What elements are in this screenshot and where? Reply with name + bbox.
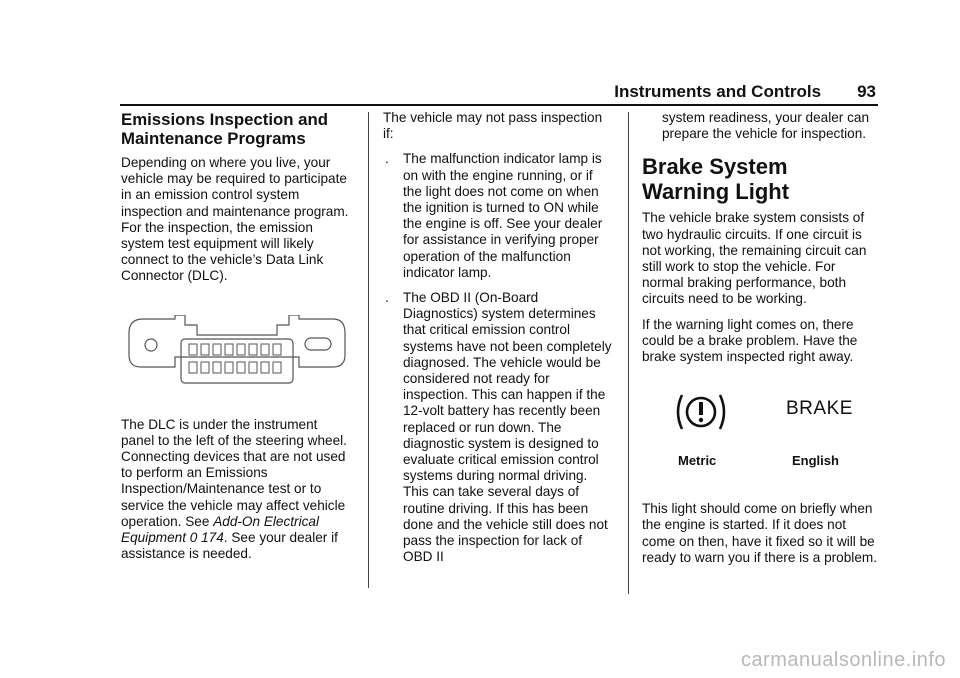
bullet-item [383,151,615,281]
emissions-heading: Emissions Inspection and Maintenance Programs [121,110,329,148]
column-3 [642,110,878,575]
bullet-dot: . [385,290,389,306]
dlc-text: The DLC is under the instrument panel to the left of the steering wheel. Connecting devices that are not used to perform an Emissions Inspection/Maintenance test or to service the vehicle may affect vehicle operation. See [121,416,347,529]
bullet-text: The malfunction indicator lamp is on with the engine running, or if the light does not come on when the ignition is turned to ON while the engine is off. See your dealer for assistance in verifying proper operation of the malfunction indicator lamp. [403,151,603,280]
brake-heading: Brake System Warning Light [642,154,790,205]
add-on-electrical-link[interactable]: Add-On Electrical Equipment [121,513,319,546]
bullet-continuation: system readiness, your dealer can prepare the vehicle for inspection. [662,110,870,142]
brake-warning-symbol-icon [672,387,730,437]
inspection-intro: The vehicle may not pass inspection if: [383,110,603,142]
page-number: 93 [857,82,876,101]
column-2 [383,110,615,574]
watermark: carmanualsonline.info [740,649,946,671]
column-1 [121,110,353,571]
page-reference[interactable]: 0 174 [186,530,224,546]
dlc-connector-illustration [127,315,347,385]
brake-warning-lights-figure [642,375,878,495]
bullet-item [383,290,615,565]
bullet-text: The OBD II (On-Board Diagnostics) system determines that critical emission control systems have not been completely diagnosed. The vehicle would be considered not ready for inspection. This can happen if the 12-volt battery has recently been replaced or run down. The diagnostic system is designed to evaluate critical emission control systems during normal driving. This can take several days of routine driving. If this has been done and the vehicle still does not pass the inspection for lack of OBD II [403,290,612,565]
brake-paragraph-3: This light should come on briefly when the engine is started. If it does not come on then, have it fixed so it will be ready to warn you if there is a problem. [642,501,877,565]
section-title: Instruments and Controls [614,82,822,101]
emissions-paragraph-1: Depending on where you live, your vehicle may be required to participate in an emission control system inspection and maintenance program. For the inspection, the emission system test equipment will likely connect to the vehicle’s Data Link Connector (DLC). [121,155,349,284]
english-label: English [792,453,839,469]
metric-label: Metric [678,453,717,469]
header-rule [120,104,878,106]
page-header [614,82,876,102]
dlc-location-paragraph [121,417,353,563]
brake-paragraph-1: The vehicle brake system consists of two hydraulic circuits. If one circuit is not working, the remaining circuit can still work to stop the vehicle. For normal braking performance, both circuits need to be working. [642,210,867,307]
brake-paragraph-2: If the warning light comes on, there could be a brake problem. Have the brake system inspected right away. [642,316,858,365]
column-divider-2 [628,112,629,594]
column-divider-1 [368,112,369,588]
brake-word-symbol: BRAKE [786,398,853,420]
dlc-tail: . See your dealer if assistance is needed. [121,530,338,562]
bullet-dot: . [385,151,389,167]
